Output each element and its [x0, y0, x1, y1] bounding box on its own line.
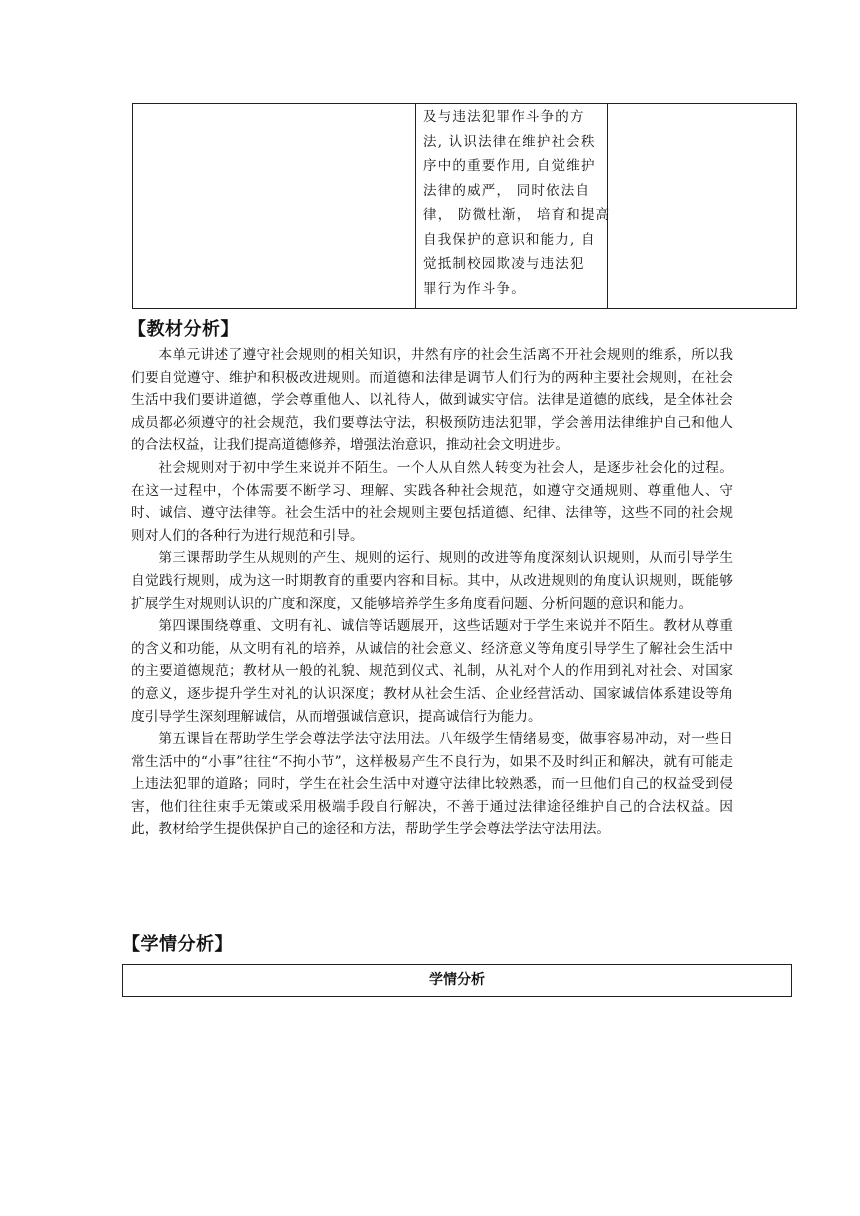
- paragraph: 社会规则对于初中学生来说并不陌生。一个人从自然人转变为社会人，是逐步社会化的过程。在这一过程中，个体需要不断学习、理解、实践各种社会规范，如遵守交通规则、尊重他人、守时、诚信、遵守法律等。社会生活中的社会规则主要包括道德、纪律、法律等，这些不同的社会规则对人们的各种行为进行规范和引导。: [131, 459, 733, 544]
- student-analysis-table: [122, 964, 792, 997]
- objectives-table-continuation: [132, 103, 797, 309]
- cell-line: 法, 认识法律在维护社会秩: [423, 133, 596, 150]
- table-row: [133, 104, 797, 309]
- cell-line: 及与违法犯罪作斗争的方: [423, 109, 585, 125]
- cell-line: 觉抵制校园欺凌与违法犯: [423, 256, 585, 272]
- section-heading-student-analysis: 【学情分析】: [122, 934, 233, 955]
- section-heading-textbook-analysis: 【教材分析】: [128, 319, 239, 340]
- table-cell-middle: [416, 104, 611, 309]
- cell-line: 序中的重要作用, 自觉维护: [423, 158, 596, 174]
- paragraph: 本单元讲述了遵守社会规则的相关知识，井然有序的社会生活离不开社会规则的维系，所以我们要自觉遵守、维护和积极改进规则。而道德和法律是调节人们行为的两种主要社会规则，在社会生活中我们要讲道德，学会尊重他人、以礼待人，做到诚实守信。法律是道德的底线，是全体社会成员都必须遵守的社会规范，我们要尊法守法，积极预防违法犯罪，学会善用法律维护自己和他人的合法权益，让我们提高道德修养，增强法治意识，推动社会文明进步。: [131, 347, 733, 454]
- table-header: 学情分析: [429, 972, 485, 988]
- cell-line: 自我保护的意识和能力, 自: [423, 231, 596, 248]
- paragraph: 第五课旨在帮助学生学会尊法学法守法用法。八年级学生情绪易变，做事容易冲动，对一些日常生活中的“小事”往往“不拘小节”，这样极易产生不良行为，如果不及时纠正和解决，就有可能走上违法犯罪的道路；同时，学生在社会生活中对遵守法律比较熟悉，而一旦他们自己的权益受到侵害，他们往往束手无策或采用极端手段自行解决，不善于通过法律途径维护自己的合法权益。因此，教材给学生提供保护自己的途径和方法，帮助学生学会尊法学法守法用法。: [131, 731, 733, 838]
- paragraph: 第四课围绕尊重、文明有礼、诚信等话题展开，这些话题对于学生来说并不陌生。教材从尊重的含义和功能，从文明有礼的培养，从诚信的社会意义、经济意义等角度引导学生了解社会生活中的主要道德规范；教材从一般的礼貌、规范到仪式、礼制，从礼对个人的作用到礼对社会、对国家的意义，逐步提升学生对礼的认识深度；教材从社会生活、企业经营活动、国家诚信体系建设等角度引导学生深刻理解诚信，从而增强诚信意识，提高诚信行为能力。: [131, 618, 733, 725]
- textbook-analysis-body: [131, 344, 733, 841]
- cell-text-lines: [416, 104, 611, 301]
- cell-line: 法律的威严， 同时依法自: [423, 182, 591, 199]
- table-cell-right: [608, 104, 797, 309]
- cell-line: 律， 防微杜渐， 培育和提高: [423, 207, 611, 223]
- table-cell-left: [133, 104, 416, 309]
- paragraph: 第三课帮助学生从规则的产生、规则的运行、规则的改进等角度深刻认识规则，从而引导学生自觉践行规则，成为这一时期教育的重要内容和目标。其中，从改进规则的角度认识规则，既能够扩展学生对规则认识的广度和深度，又能够培养学生多角度看问题、分析问题的意识和能力。: [131, 550, 733, 612]
- cell-line: 罪行为作斗争。: [423, 280, 526, 297]
